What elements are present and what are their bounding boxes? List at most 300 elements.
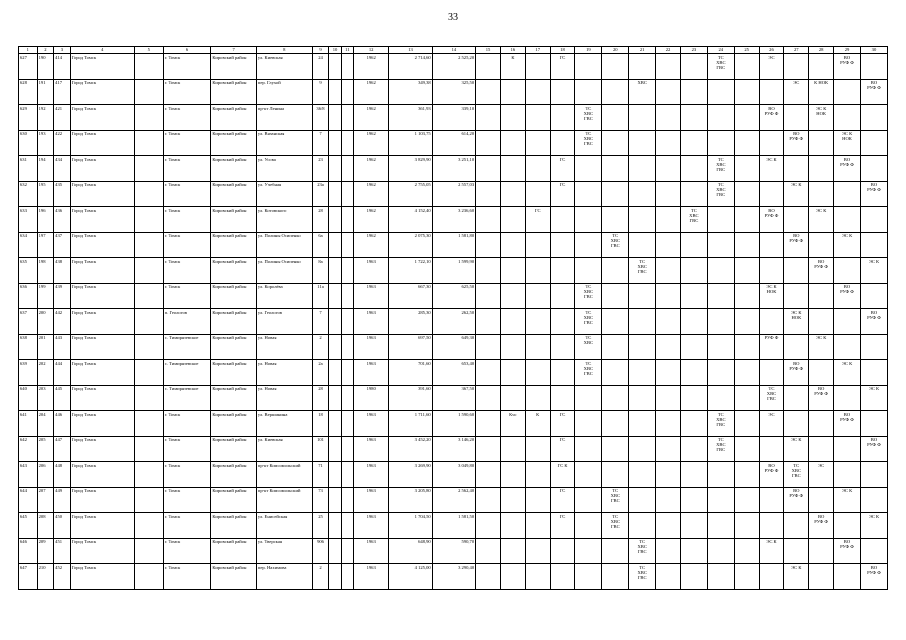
table-cell: 614,20: [432, 130, 475, 156]
table-cell: [656, 360, 681, 386]
table-cell: [656, 538, 681, 564]
table-cell: [525, 130, 550, 156]
table-cell: Кировский район: [211, 538, 257, 564]
table-cell: 3 829,90: [389, 156, 432, 182]
table-cell: [656, 105, 681, 131]
table-cell: [602, 462, 629, 488]
table-cell: К: [525, 411, 550, 437]
table-cell: [707, 513, 734, 539]
table-cell: ул. Усова: [256, 156, 312, 182]
table-cell: [500, 105, 525, 131]
table-cell: [500, 538, 525, 564]
table-cell: Кировский район: [211, 232, 257, 258]
table-cell: 1 581,80: [432, 232, 475, 258]
table-cell: [734, 181, 759, 207]
table-cell: [680, 436, 707, 462]
table-cell: г. Томск: [163, 564, 211, 590]
table-cell: [707, 487, 734, 513]
table-cell: ЭС К: [784, 436, 809, 462]
table-cell: [341, 385, 353, 411]
table-cell: ул. Киевская: [256, 54, 312, 80]
table-cell: [602, 385, 629, 411]
table-cell: 1 722,10: [389, 258, 432, 284]
table-cell: ВО РУФ Ф: [860, 436, 887, 462]
header-row: [19, 47, 888, 54]
table-cell: ТС ХВС ГВС: [575, 105, 602, 131]
table-cell: ЭС К: [860, 385, 887, 411]
table-cell: г. Томск: [163, 462, 211, 488]
table-cell: 1962: [354, 156, 389, 182]
table-cell: 445: [54, 385, 71, 411]
table-cell: [680, 181, 707, 207]
table-cell: [134, 564, 163, 590]
column-header-14: 14: [432, 47, 475, 54]
table-cell: Кировский район: [211, 360, 257, 386]
table-cell: 25: [312, 513, 329, 539]
table-cell: ВО РУФ Ф: [834, 54, 861, 80]
table-cell: [500, 334, 525, 360]
table-cell: Кировский район: [211, 436, 257, 462]
table-cell: ТС ХВС ГВС: [680, 207, 707, 233]
table-cell: [134, 207, 163, 233]
table-cell: 1963: [354, 436, 389, 462]
table-cell: 446: [54, 411, 71, 437]
table-cell: [629, 411, 656, 437]
table-cell: ВО РУФ Ф: [860, 564, 887, 590]
table-cell: Город Томск: [70, 232, 134, 258]
table-cell: [550, 130, 575, 156]
table-cell: ТС ХВС ГВС: [629, 538, 656, 564]
table-cell: 195: [37, 181, 54, 207]
table-cell: 644: [19, 487, 38, 513]
table-cell: 1 599,90: [432, 258, 475, 284]
table-cell: [602, 105, 629, 131]
table-cell: 7: [312, 309, 329, 335]
table-cell: [134, 258, 163, 284]
table-cell: [629, 309, 656, 335]
table-cell: [784, 207, 809, 233]
table-cell: ГС К: [550, 462, 575, 488]
table-cell: [602, 283, 629, 309]
table-cell: Город Томск: [70, 207, 134, 233]
table-cell: [525, 462, 550, 488]
table-cell: [629, 207, 656, 233]
table-cell: 205: [37, 436, 54, 462]
table-cell: 697,50: [389, 334, 432, 360]
table-cell: 204: [37, 411, 54, 437]
table-cell: 1963: [354, 334, 389, 360]
table-cell: 4 152,40: [389, 207, 432, 233]
table-cell: 325,50: [432, 79, 475, 105]
table-cell: [134, 436, 163, 462]
table-cell: 3 205,80: [389, 487, 432, 513]
table-cell: 590,70: [432, 538, 475, 564]
table-row: [19, 538, 888, 564]
table-row: [19, 334, 888, 360]
table-cell: [525, 436, 550, 462]
table-cell: [629, 462, 656, 488]
table-cell: пр-кт Комсомольский: [256, 487, 312, 513]
table-cell: [734, 487, 759, 513]
table-cell: 192: [37, 105, 54, 131]
table-cell: ул. Новая: [256, 334, 312, 360]
table-cell: [707, 334, 734, 360]
table-cell: 1963: [354, 462, 389, 488]
table-cell: 1 590,60: [432, 411, 475, 437]
table-cell: [341, 513, 353, 539]
table-cell: [525, 564, 550, 590]
table-cell: 437: [54, 232, 71, 258]
table-cell: 285,30: [389, 309, 432, 335]
table-cell: [329, 283, 341, 309]
table-cell: [656, 487, 681, 513]
table-cell: ТС ХВС ГВС: [575, 309, 602, 335]
table-cell: 367,50: [432, 385, 475, 411]
table-cell: [525, 513, 550, 539]
column-header-18: 18: [550, 47, 575, 54]
table-cell: [575, 436, 602, 462]
table-cell: [734, 334, 759, 360]
table-cell: 444: [54, 360, 71, 386]
table-cell: г. Томск: [163, 105, 211, 131]
table-cell: ВО РУФ Ф: [759, 105, 784, 131]
table-cell: 1963: [354, 513, 389, 539]
column-header-23: 23: [680, 47, 707, 54]
table-cell: 4 125,00: [389, 564, 432, 590]
table-cell: 1 103,75: [389, 130, 432, 156]
table-cell: [707, 385, 734, 411]
table-cell: 667,30: [389, 283, 432, 309]
table-cell: [680, 130, 707, 156]
column-header-26: 26: [759, 47, 784, 54]
table-cell: [476, 258, 501, 284]
column-header-6: 6: [163, 47, 211, 54]
table-cell: [575, 487, 602, 513]
table-cell: [784, 283, 809, 309]
table-cell: [575, 258, 602, 284]
table-cell: [341, 309, 353, 335]
table-cell: Город Томск: [70, 564, 134, 590]
table-cell: 2 562,40: [432, 487, 475, 513]
table-cell: [500, 283, 525, 309]
table-cell: [602, 258, 629, 284]
table-cell: [656, 258, 681, 284]
table-cell: ЭС: [784, 79, 809, 105]
table-row: [19, 130, 888, 156]
column-header-4: 4: [70, 47, 134, 54]
table-cell: [734, 283, 759, 309]
table-cell: ТС ХВС ГВС: [759, 385, 784, 411]
table-cell: пер. Глухой: [256, 79, 312, 105]
table-cell: [476, 334, 501, 360]
table-cell: 391,60: [389, 385, 432, 411]
table-cell: [329, 334, 341, 360]
table-cell: [860, 487, 887, 513]
table-cell: [500, 207, 525, 233]
table-cell: [341, 207, 353, 233]
table-cell: ТС ХВС ГВС: [707, 436, 734, 462]
table-cell: [834, 258, 861, 284]
table-cell: ТС ХВС ГВС: [629, 258, 656, 284]
table-cell: [602, 411, 629, 437]
table-cell: [809, 130, 834, 156]
table-cell: [656, 181, 681, 207]
table-cell: [341, 462, 353, 488]
table-cell: 3 049,80: [432, 462, 475, 488]
table-cell: [759, 487, 784, 513]
table-cell: [525, 232, 550, 258]
table-cell: [759, 181, 784, 207]
table-cell: [134, 283, 163, 309]
table-cell: [500, 130, 525, 156]
table-row: [19, 156, 888, 182]
table-cell: г. Томск: [163, 538, 211, 564]
table-cell: ул. Вершинина: [256, 411, 312, 437]
table-cell: [759, 513, 784, 539]
table-cell: [834, 513, 861, 539]
table-cell: [629, 54, 656, 80]
table-cell: [500, 79, 525, 105]
table-cell: [680, 564, 707, 590]
table-cell: [809, 181, 834, 207]
table-cell: [809, 283, 834, 309]
table-cell: Кчс: [500, 411, 525, 437]
column-header-7: 7: [211, 47, 257, 54]
table-cell: [575, 462, 602, 488]
table-cell: [656, 130, 681, 156]
table-cell: [680, 105, 707, 131]
table-cell: 449: [54, 487, 71, 513]
buildings-table: [18, 46, 888, 590]
table-cell: 339,10: [432, 105, 475, 131]
table-cell: ГС: [550, 411, 575, 437]
table-cell: ЭС К: [784, 181, 809, 207]
table-cell: [809, 538, 834, 564]
table-cell: [134, 487, 163, 513]
table-cell: [602, 207, 629, 233]
table-cell: [860, 462, 887, 488]
table-cell: [734, 360, 759, 386]
column-header-11: 11: [341, 47, 353, 54]
table-cell: [329, 411, 341, 437]
table-cell: [809, 564, 834, 590]
table-cell: пр-кт Ленина: [256, 105, 312, 131]
table-cell: 649,30: [432, 334, 475, 360]
table-cell: [629, 385, 656, 411]
table-cell: [809, 487, 834, 513]
table-cell: [734, 79, 759, 105]
table-cell: ГС: [550, 54, 575, 80]
table-cell: 9: [312, 79, 329, 105]
table-cell: [476, 207, 501, 233]
table-cell: ЭС К: [834, 360, 861, 386]
table-cell: ул. Котовского: [256, 207, 312, 233]
table-row: [19, 54, 888, 80]
table-cell: [656, 462, 681, 488]
table-cell: 1963: [354, 360, 389, 386]
table-cell: [575, 513, 602, 539]
table-cell: 197: [37, 232, 54, 258]
table-cell: [329, 105, 341, 131]
table-cell: [341, 360, 353, 386]
table-cell: [656, 334, 681, 360]
table-cell: ЭС: [759, 54, 784, 80]
table-row: [19, 207, 888, 233]
table-cell: 208: [37, 513, 54, 539]
column-header-24: 24: [707, 47, 734, 54]
table-cell: 194: [37, 156, 54, 182]
table-cell: 36/8: [312, 105, 329, 131]
table-cell: [550, 207, 575, 233]
table-cell: ЭС К: [834, 487, 861, 513]
table-cell: Кировский район: [211, 79, 257, 105]
table-cell: [629, 513, 656, 539]
table-cell: 447: [54, 436, 71, 462]
table-cell: 629: [19, 105, 38, 131]
table-cell: [759, 564, 784, 590]
table-cell: ГС: [550, 181, 575, 207]
table-cell: Кировский район: [211, 54, 257, 80]
table-row: [19, 360, 888, 386]
table-cell: 28: [312, 207, 329, 233]
table-cell: г. Томск: [163, 513, 211, 539]
table-cell: ВО РУФ Ф: [834, 156, 861, 182]
table-cell: ТС ХВС ГВС: [707, 54, 734, 80]
table-cell: г. Томск: [163, 283, 211, 309]
table-cell: [525, 105, 550, 131]
table-cell: 450: [54, 513, 71, 539]
table-cell: [134, 79, 163, 105]
table-cell: 1963: [354, 538, 389, 564]
table-cell: Кировский район: [211, 487, 257, 513]
table-cell: [476, 360, 501, 386]
table-cell: 641: [19, 411, 38, 437]
table-cell: [550, 360, 575, 386]
table-cell: 448: [54, 462, 71, 488]
table-cell: ВО РУФ Ф: [809, 385, 834, 411]
table-cell: [602, 156, 629, 182]
table-cell: [602, 79, 629, 105]
table-cell: [341, 411, 353, 437]
table-cell: [809, 309, 834, 335]
table-cell: Город Томск: [70, 436, 134, 462]
table-cell: ТС ХВС ГВС: [602, 487, 629, 513]
column-header-5: 5: [134, 47, 163, 54]
table-cell: [329, 207, 341, 233]
table-cell: [680, 462, 707, 488]
table-cell: [476, 181, 501, 207]
table-cell: [734, 258, 759, 284]
table-cell: [629, 283, 656, 309]
table-cell: [834, 207, 861, 233]
table-cell: 640: [19, 385, 38, 411]
table-cell: [734, 105, 759, 131]
table-cell: ВО РУФ Ф: [809, 258, 834, 284]
table-cell: 1962: [354, 130, 389, 156]
table-cell: 101: [312, 436, 329, 462]
table-row: [19, 105, 888, 131]
table-cell: [341, 105, 353, 131]
table-cell: [680, 538, 707, 564]
table-row: [19, 258, 888, 284]
table-cell: ЭС К: [784, 564, 809, 590]
table-cell: [680, 487, 707, 513]
table-cell: [834, 462, 861, 488]
table-cell: ГС: [550, 487, 575, 513]
table-cell: 632: [19, 181, 38, 207]
column-header-3: 3: [54, 47, 71, 54]
table-cell: [134, 232, 163, 258]
table-cell: [575, 385, 602, 411]
table-cell: 1980: [354, 385, 389, 411]
table-cell: [759, 232, 784, 258]
table-cell: ВО РУФ Ф: [809, 513, 834, 539]
table-cell: г. Томск: [163, 258, 211, 284]
table-cell: [834, 79, 861, 105]
table-cell: 635: [19, 258, 38, 284]
table-cell: [680, 54, 707, 80]
table-row: [19, 232, 888, 258]
table-cell: [734, 385, 759, 411]
table-cell: 11а: [312, 283, 329, 309]
table-cell: 2 755,05: [389, 181, 432, 207]
table-cell: [500, 564, 525, 590]
table-cell: [809, 360, 834, 386]
table-cell: [329, 232, 341, 258]
table-cell: [860, 334, 887, 360]
table-cell: 198: [37, 258, 54, 284]
table-cell: 630: [19, 130, 38, 156]
table-cell: [550, 538, 575, 564]
table-cell: РУФ Ф: [759, 334, 784, 360]
column-header-21: 21: [629, 47, 656, 54]
table-cell: ул. Полины Осипенко: [256, 258, 312, 284]
table-cell: [500, 360, 525, 386]
table-cell: ГС: [550, 436, 575, 462]
table-cell: [575, 538, 602, 564]
table-cell: [707, 79, 734, 105]
table-cell: Город Томск: [70, 411, 134, 437]
table-cell: ТС ХВС ГВС: [629, 564, 656, 590]
table-cell: 190: [37, 54, 54, 80]
table-cell: [525, 538, 550, 564]
table-cell: 1 711,60: [389, 411, 432, 437]
table-cell: [550, 334, 575, 360]
table-cell: ТС ХВС ГВС: [707, 156, 734, 182]
table-cell: [707, 232, 734, 258]
table-cell: [476, 513, 501, 539]
table-cell: 648,90: [389, 538, 432, 564]
table-cell: [629, 232, 656, 258]
column-header-12: 12: [354, 47, 389, 54]
table-cell: 3 236,60: [432, 207, 475, 233]
table-row: [19, 487, 888, 513]
table-cell: Кировский район: [211, 513, 257, 539]
table-cell: 1963: [354, 283, 389, 309]
table-cell: [134, 538, 163, 564]
table-cell: [656, 385, 681, 411]
table-cell: ВО РУФ Ф: [860, 79, 887, 105]
table-row: [19, 564, 888, 590]
table-cell: 3 452,20: [389, 436, 432, 462]
table-cell: 628: [19, 79, 38, 105]
table-cell: ТС ХВС: [575, 334, 602, 360]
table-cell: [860, 283, 887, 309]
table-cell: Кировский район: [211, 462, 257, 488]
table-cell: [525, 79, 550, 105]
table-cell: [329, 436, 341, 462]
table-cell: 439: [54, 283, 71, 309]
